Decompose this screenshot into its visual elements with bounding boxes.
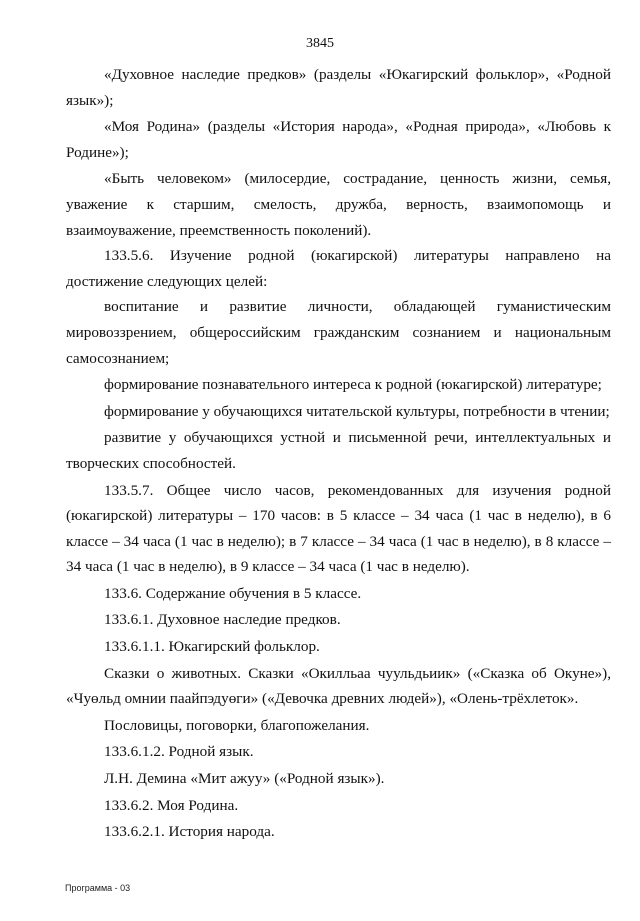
document-body [66,62,611,845]
paragraph-spiritual-heritage: «Духовное наследие предков» (разделы «Юкагирский фольклор», «Родной язык»); [66,66,611,109]
paragraph-my-motherland: «Моя Родина» (разделы «История народа», «Родная природа», «Любовь к Родине»); [66,118,611,161]
footer-label: Программа - 03 [65,883,131,893]
paragraph-133-6-1-2: 133.6.1.2. Родной язык. [104,743,254,761]
paragraph-133-5-7: 133.5.7. Общее число часов, рекомендованных для изучения родной (юкагирской) литературы – 170 часов: в 5 классе – 34 часа (1 час в неделю), в 6 классе – 34 часа (1 час в неделю); в 7 классе – 34 часа (1 час в неделю), в 8 классе – 34 часа (1 час в неделю), в 9 классе – 34 часа (1 час в неделю). [66,481,611,576]
paragraph-proverbs: Пословицы, поговорки, благопожелания. [104,716,370,734]
paragraph-goal-speech: развитие у обучающихся устной и письменной речи, интеллектуальных и творческих способностей. [66,429,611,472]
paragraph-133-6-1: 133.6.1. Духовное наследие предков. [104,611,341,629]
page-number: 3845 [306,36,334,51]
paragraph-being-human: «Быть человеком» (милосердие, сострадание, ценность жизни, семья, уважение к старшим, смелость, дружба, верность, взаимопомощь и взаимоуважение, преемственность поколений). [66,170,611,239]
paragraph-133-6-1-1: 133.6.1.1. Юкагирский фольклор. [104,638,320,656]
paragraph-133-6: 133.6. Содержание обучения в 5 классе. [104,584,362,602]
paragraph-goal-upbringing: воспитание и развитие личности, обладающей гуманистическим мировоззрением, общероссийским гражданским сознанием и национальным самосознанием; [66,298,611,367]
paragraph-demina: Л.Н. Демина «Мит ажуу» («Родной язык»). [104,770,385,788]
paragraph-133-5-6: 133.5.6. Изучение родной (юкагирской) литературы направлено на достижение следующих целей: [66,247,611,290]
paragraph-133-6-2: 133.6.2. Моя Родина. [104,796,239,814]
paragraph-animal-tales: Сказки о животных. Сказки «Окилльаа чуульдьиик» («Сказка об Окуне»), «Чуөльд омнии паайпэдуөги» («Девочка древних людей»), «Олень-трёхлеток». [66,664,611,708]
paragraph-goal-interest: формирование познавательного интереса к родной (юкагирской) литературе; [104,376,602,394]
paragraph-goal-reading-culture: формирование у обучающихся читательской культуры, потребности в чтении; [104,402,610,420]
paragraph-133-6-2-1: 133.6.2.1. История народа. [104,823,275,841]
